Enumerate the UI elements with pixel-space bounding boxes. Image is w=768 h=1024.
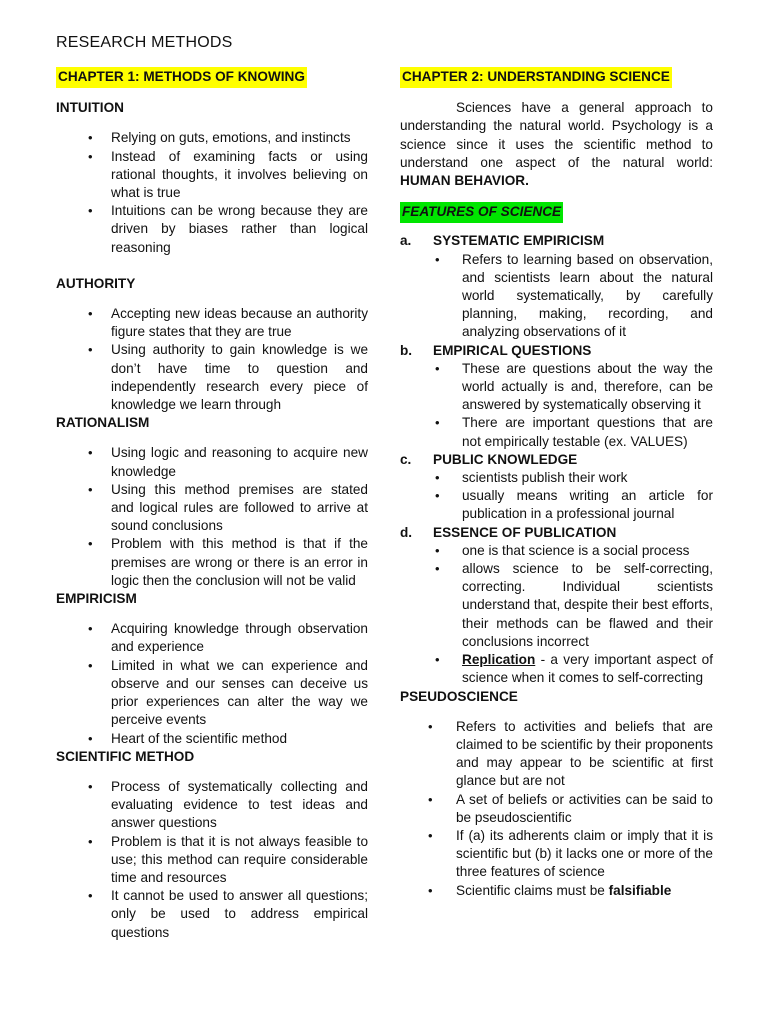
list-item: • Refers to learning based on observation, and scientists learn about the natural world systematically, by carefully planning, making, recording, and analyzing observations of it	[400, 251, 713, 342]
list-item: • Refers to activities and beliefs that are claimed to be scientific by their proponents and may appear to be scientific at first glance but are not	[400, 718, 713, 791]
list-item: • scientists publish their work	[400, 469, 713, 487]
list-item: • Heart of the scientific method	[56, 730, 368, 748]
authority-list	[56, 305, 368, 414]
feature-d-list	[400, 542, 713, 688]
feature-c-list	[400, 469, 713, 524]
feature-letter: a.	[400, 233, 412, 249]
list-item: • If (a) its adherents claim or imply that it is scientific but (b) it lacks one or more of the three features of science	[400, 827, 713, 882]
section-heading-scientific-method: SCIENTIFIC METHOD	[56, 748, 195, 764]
list-item: • These are questions about the way the world actually is and, therefore, can be answered by systematically observing it	[400, 360, 713, 415]
feature-a-list	[400, 251, 713, 342]
list-item: • Using this method premises are stated and logical rules are followed to arrive at sound conclusions	[56, 481, 368, 536]
chapter-2-heading: CHAPTER 2: UNDERSTANDING SCIENCE	[400, 67, 672, 88]
chapter-1-heading: CHAPTER 1: METHODS OF KNOWING	[56, 67, 307, 88]
list-item: • Process of systematically collecting and evaluating evidence to test ideas and answer questions	[56, 778, 368, 833]
falsifiable-bold: falsifiable	[608, 882, 672, 898]
replication-term: Replication	[462, 652, 536, 668]
intro-paragraph	[400, 99, 713, 190]
section-heading-pseudoscience: PSEUDOSCIENCE	[400, 688, 518, 704]
section-heading-intuition: INTUITION	[56, 100, 124, 116]
page-title: RESEARCH METHODS	[56, 34, 233, 51]
left-column	[56, 64, 368, 942]
list-item: • It cannot be used to answer all questions; only be used to address empirical questions	[56, 887, 368, 942]
list-item: • Limited in what we can experience and observe and our senses can deceive us prior experiences can alter the way we perceive events	[56, 657, 368, 730]
feature-heading-c	[400, 451, 713, 469]
rationalism-list	[56, 444, 368, 590]
pseudoscience-list	[400, 718, 713, 900]
section-heading-authority: AUTHORITY	[56, 275, 136, 291]
feature-letter: d.	[400, 524, 413, 540]
feature-letter: b.	[400, 342, 413, 358]
list-item: • Problem with this method is that if the premises are wrong or there is an error in logic then the conclusion will not be valid	[56, 535, 368, 590]
feature-b-list	[400, 360, 713, 451]
list-item: • There are important questions that are not empirically testable (ex. VALUES)	[400, 414, 713, 450]
right-column	[400, 64, 713, 900]
list-item: • Relying on guts, emotions, and instincts	[56, 129, 368, 147]
feature-letter: c.	[400, 451, 412, 467]
list-item: • Accepting new ideas because an authority figure states that they are true	[56, 305, 368, 341]
feature-heading-b	[400, 342, 713, 360]
list-item	[400, 651, 713, 687]
feature-title: PUBLIC KNOWLEDGE	[433, 451, 578, 467]
feature-title: EMPIRICAL QUESTIONS	[433, 342, 592, 358]
falsifiable-text: Scientific claims must be	[456, 882, 609, 898]
intro-bold: HUMAN BEHAVIOR.	[400, 173, 529, 189]
list-item: • Instead of examining facts or using rational thoughts, it involves believing on what is true	[56, 148, 368, 203]
empiricism-list	[56, 620, 368, 747]
feature-heading-d	[400, 524, 713, 542]
list-item: • Problem is that it is not always feasible to use; this method can require considerable time and resources	[56, 833, 368, 888]
feature-title: SYSTEMATIC EMPIRICISM	[433, 233, 605, 249]
list-item: • A set of beliefs or activities can be said to be pseudoscientific	[400, 791, 713, 827]
section-heading-rationalism: RATIONALISM	[56, 415, 150, 431]
intro-text: Sciences have a general approach to understanding the natural world. Psychology is a science since it uses the scientific method to understand one aspect of the natural world:	[400, 100, 713, 170]
intuition-list	[56, 129, 368, 256]
list-item: • usually means writing an article for publication in a professional journal	[400, 487, 713, 523]
feature-title: ESSENCE OF PUBLICATION	[433, 524, 617, 540]
list-item: • allows science to be self-correcting, correcting. Individual scientists understand that, despite their best efforts, their methods can be flawed and their conclusions incorrect	[400, 560, 713, 651]
section-heading-empiricism: EMPIRICISM	[56, 591, 137, 607]
list-item: • one is that science is a social process	[400, 542, 713, 560]
scientific-method-list	[56, 778, 368, 942]
feature-heading-a	[400, 232, 713, 250]
list-item: • Intuitions can be wrong because they are driven by biases rather than logical reasoning	[56, 202, 368, 257]
features-of-science-heading: FEATURES OF SCIENCE	[400, 202, 563, 223]
list-item	[400, 882, 713, 900]
list-item: • Using authority to gain knowledge is we don’t have time to question and independently research every piece of knowledge we learn through	[56, 341, 368, 414]
list-item: • Acquiring knowledge through observation and experience	[56, 620, 368, 656]
list-item: • Using logic and reasoning to acquire new knowledge	[56, 444, 368, 480]
replication-text: - a very important aspect of science when it comes to self-correcting	[462, 652, 713, 686]
